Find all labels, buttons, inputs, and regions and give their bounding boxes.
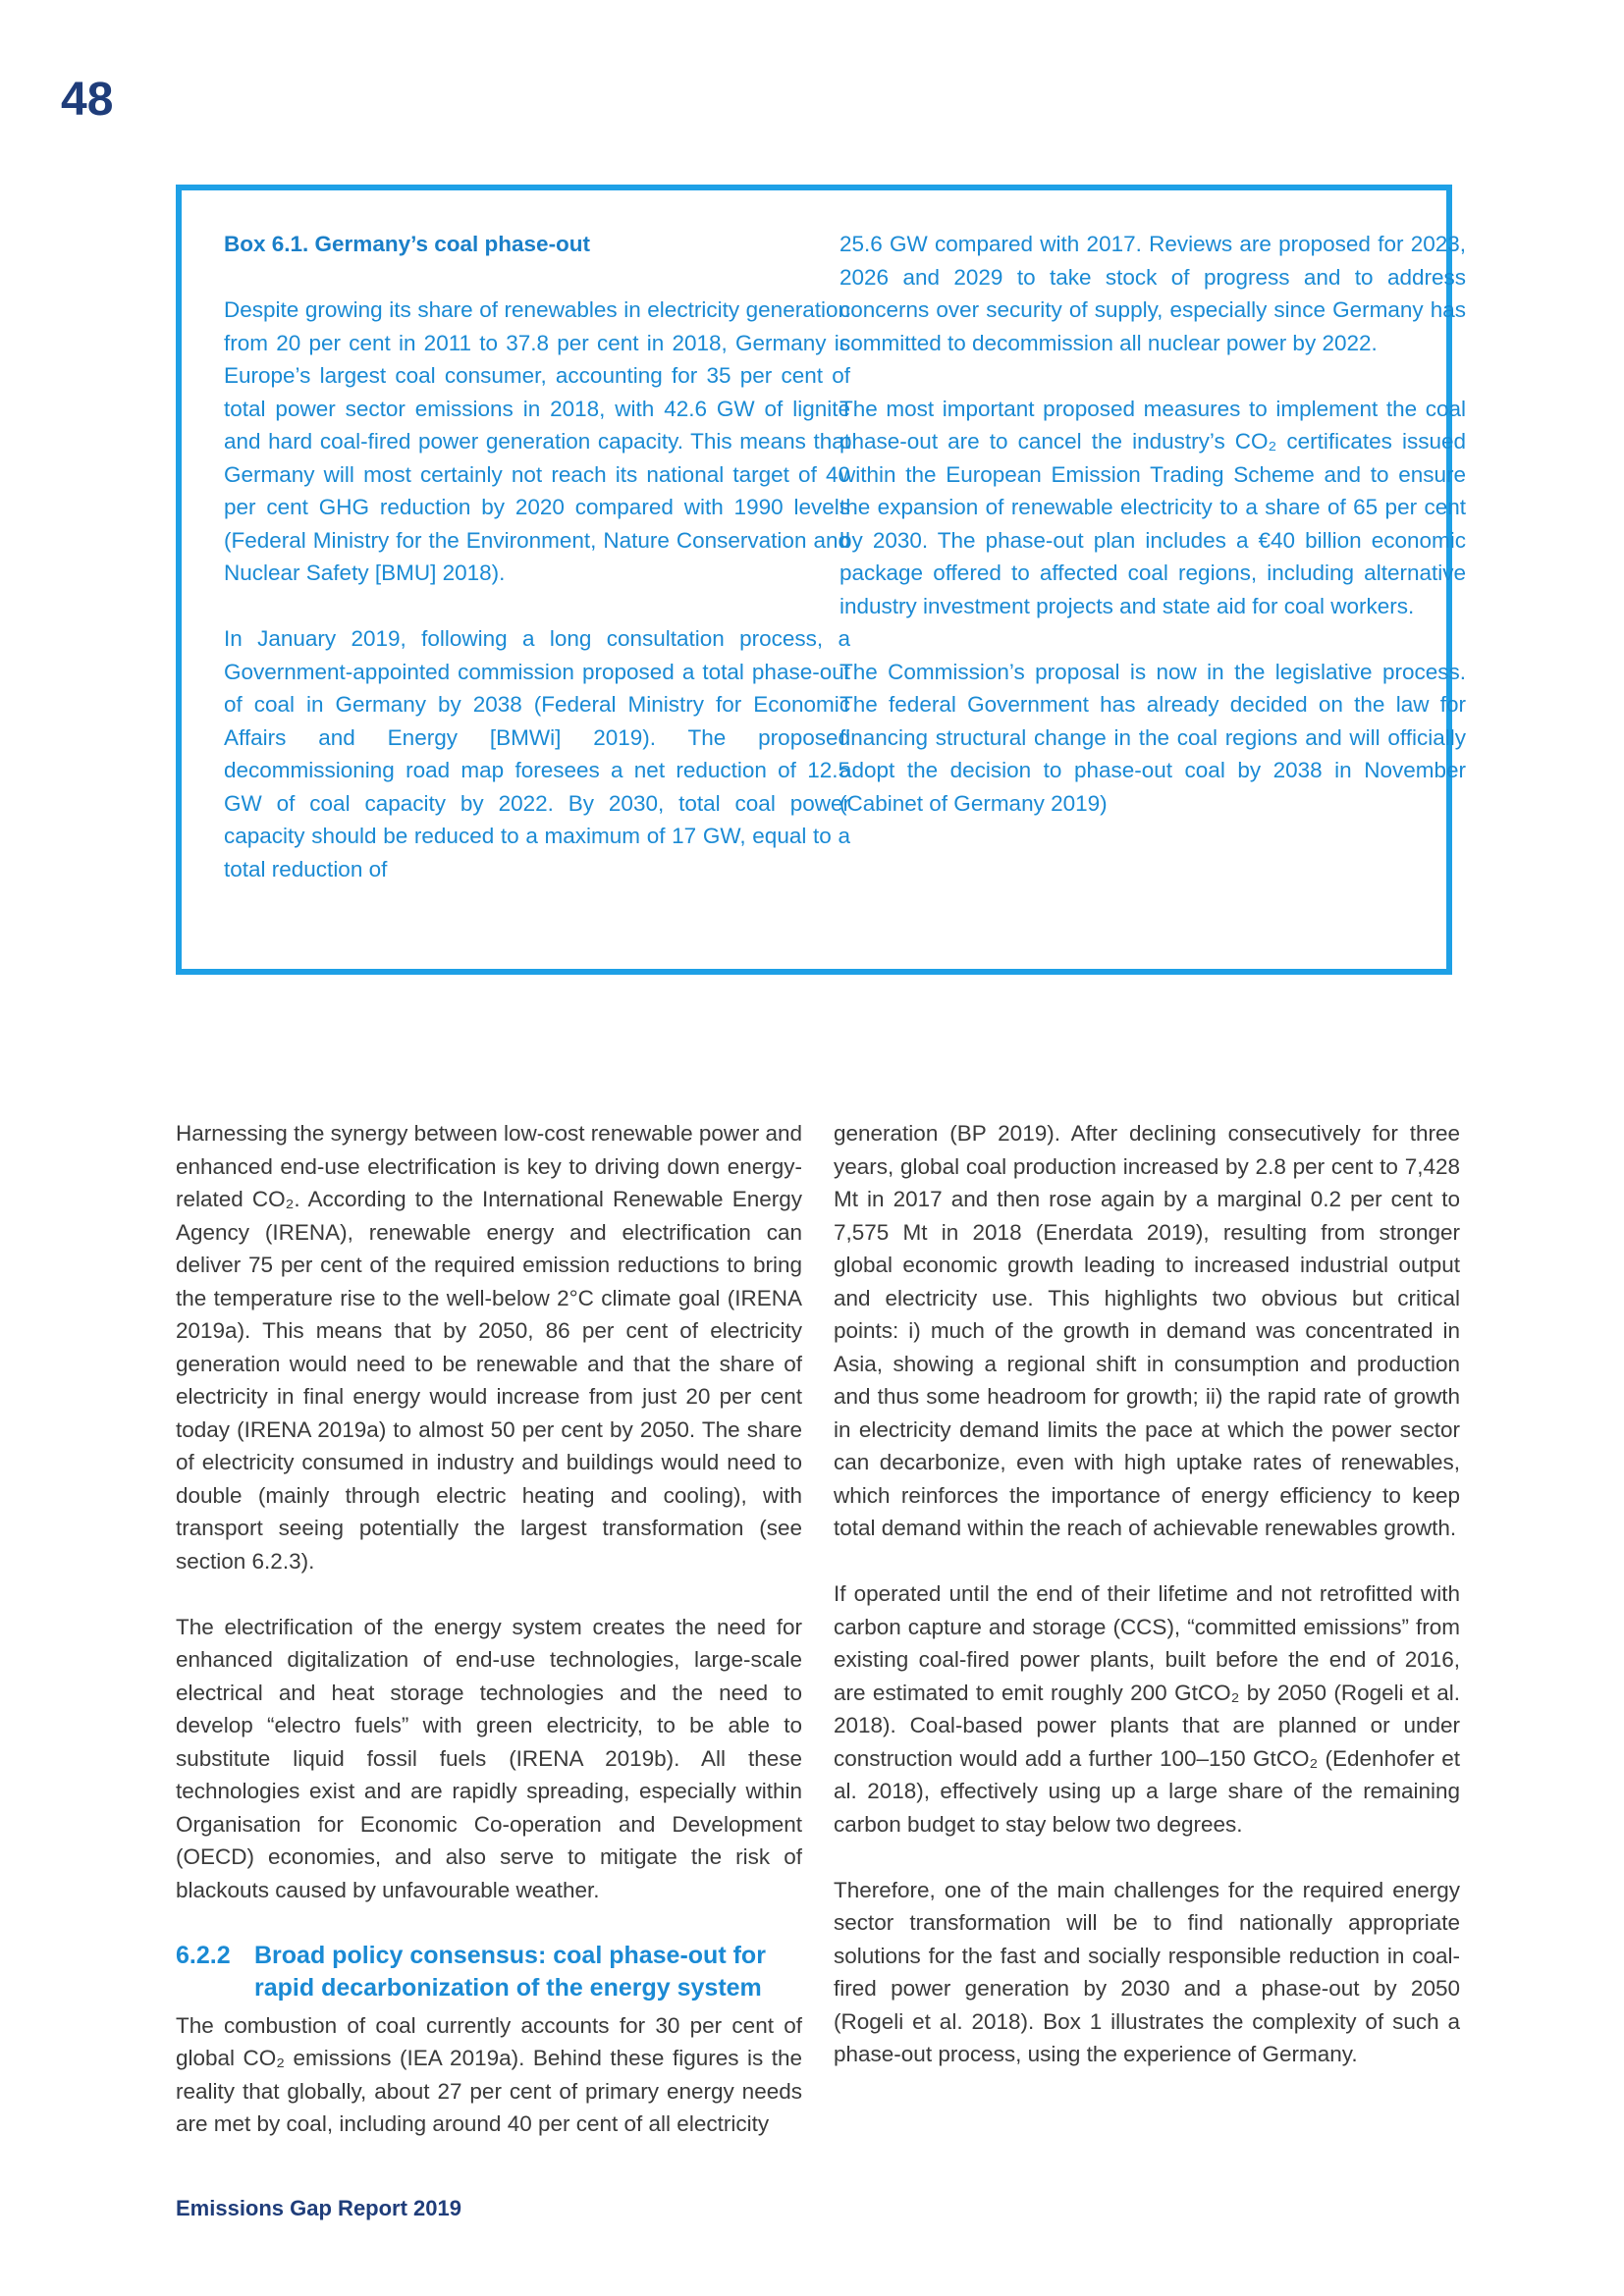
box-right-column: [839, 228, 1466, 853]
box-paragraph: The Commission’s proposal is now in the legislative process. The federal Government has already decided on the law for financing structural change in the coal regions and will officially adopt the decision to phase-out coal by 2038 in November (Cabinet of Germany 2019): [839, 659, 1466, 816]
box-title: Box 6.1. Germany’s coal phase-out: [224, 232, 591, 256]
box-left-column: [224, 228, 850, 919]
box-paragraph: In January 2019, following a long consultation process, a Government-appointed commission proposed a total phase-out of coal in Germany by 2038 (Federal Ministry for Economic Affairs and Energy [BMWi] 2019). The proposed decommissioning road map foresees a net reduction of 12.5 GW of coal capacity by 2022. By 2030, total coal power capacity should be reduced to a maximum of 17 GW, equal to a total reduction of: [224, 626, 850, 881]
section-heading: [176, 1940, 802, 2005]
box-6-1: [176, 185, 1466, 975]
section-title: Broad policy consensus: coal phase-out for rapid decarbonization of the energy system: [254, 1941, 766, 2002]
box-paragraph: Despite growing its share of renewables in electricity generation from 20 per cent in 2011 to 37.8 per cent in 2018, Germany is Europe’s largest coal consumer, accounting for 35 per cent of total power sector emissions in 2018, with 42.6 GW of lignite and hard coal-fired power generation capacity. This means that Germany will most certainly not reach its national target of 40 per cent GHG reduction by 2020 compared with 1990 levels (Federal Ministry for the Environment, Nature Conservation and Nuclear Safety [BMU] 2018).: [224, 297, 850, 585]
body-left-column: [176, 1117, 802, 2141]
body-paragraph: The electrification of the energy system creates the need for enhanced digitalization of end-use technologies, large-scale electrical and heat storage technologies and the need to develop “electro fuels” with green electricity, to be able to substitute liquid fossil fuels (IRENA 2019b). All these technologies exist and are rapidly spreading, especially within Organisation for Economic Co-operation and Development (OECD) economies, and also serve to mitigate the risk of blackouts caused by unfavourable weather.: [176, 1614, 802, 1902]
body-paragraph: Harnessing the synergy between low-cost renewable power and enhanced end-use electrification is key to driving down energy-related CO₂. According to the International Renewable Energy Agency (IRENA), renewable energy and electrification can deliver 75 per cent of the required emission reductions to bring the temperature rise to the well-below 2°C climate goal (IRENA 2019a). This means that by 2050, 86 per cent of electricity generation would need to be renewable and that the share of electricity in final energy would increase from just 20 per cent today (IRENA 2019a) to almost 50 per cent by 2050. The share of electricity consumed in industry and buildings would need to double (mainly through electric heating and cooling), with transport seeing potentially the largest transformation (see section 6.2.3).: [176, 1121, 802, 1574]
box-paragraph: The most important proposed measures to implement the coal phase-out are to cancel the industry’s CO₂ certificates issued within the European Emission Trading Scheme and to ensure the expansion of renewable electricity to a share of 65 per cent by 2030. The phase-out plan includes a €40 billion economic package offered to affected coal regions, including alternative industry investment projects and state aid for coal workers.: [839, 396, 1466, 618]
body-right-column: [834, 1117, 1460, 2104]
box-paragraph: 25.6 GW compared with 2017. Reviews are proposed for 2023, 2026 and 2029 to take stock of progress and to address concerns over security of supply, especially since Germany has committed to decommission all nuclear power by 2022.: [839, 232, 1466, 355]
body-paragraph: Therefore, one of the main challenges for the required energy sector transformation will be to find nationally appropriate solutions for the fast and socially responsible reduction in coal-fired power generation by 2030 and a phase-out by 2050 (Rogeli et al. 2018). Box 1 illustrates the complexity of such a phase-out process, using the experience of Germany.: [834, 1877, 1460, 2066]
body-paragraph: generation (BP 2019). After declining consecutively for three years, global coal production increased by 2.8 per cent to 7,428 Mt in 2017 and then rose again by a marginal 0.2 per cent to 7,575 Mt in 2018 (Enerdata 2019), resulting from stronger global economic growth leading to increased industrial output and electricity use. This highlights two obvious but critical points: i) much of the growth in demand was concentrated in Asia, showing a regional shift in consumption and production and thus some headroom for growth; ii) the rapid rate of growth in electricity demand limits the pace at which the power sector can decarbonize, even with high uptake rates of renewables, which reinforces the importance of energy efficiency to keep total demand within the reach of achievable renewables growth.: [834, 1121, 1460, 1540]
footer-report-title: Emissions Gap Report 2019: [176, 2196, 461, 2220]
page-number: 48: [61, 74, 114, 126]
section-number: 6.2.2: [176, 1941, 231, 1969]
body-paragraph: The combustion of coal currently accounts for 30 per cent of global CO₂ emissions (IEA 2019a). Behind these figures is the reality that globally, about 27 per cent of primary energy needs are met by coal, including around 40 per cent of all electricity: [176, 2012, 802, 2136]
body-paragraph: If operated until the end of their lifetime and not retrofitted with carbon capture and storage (CCS), “committed emissions” from existing coal-fired power plants, built before the end of 2016, are estimated to emit roughly 200 GtCO₂ by 2050 (Rogeli et al. 2018). Coal-based power plants that are planned or under construction would add a further 100–150 GtCO₂ (Edenhofer et al. 2018), effectively using up a large share of the remaining carbon budget to stay below two degrees.: [834, 1581, 1460, 1837]
